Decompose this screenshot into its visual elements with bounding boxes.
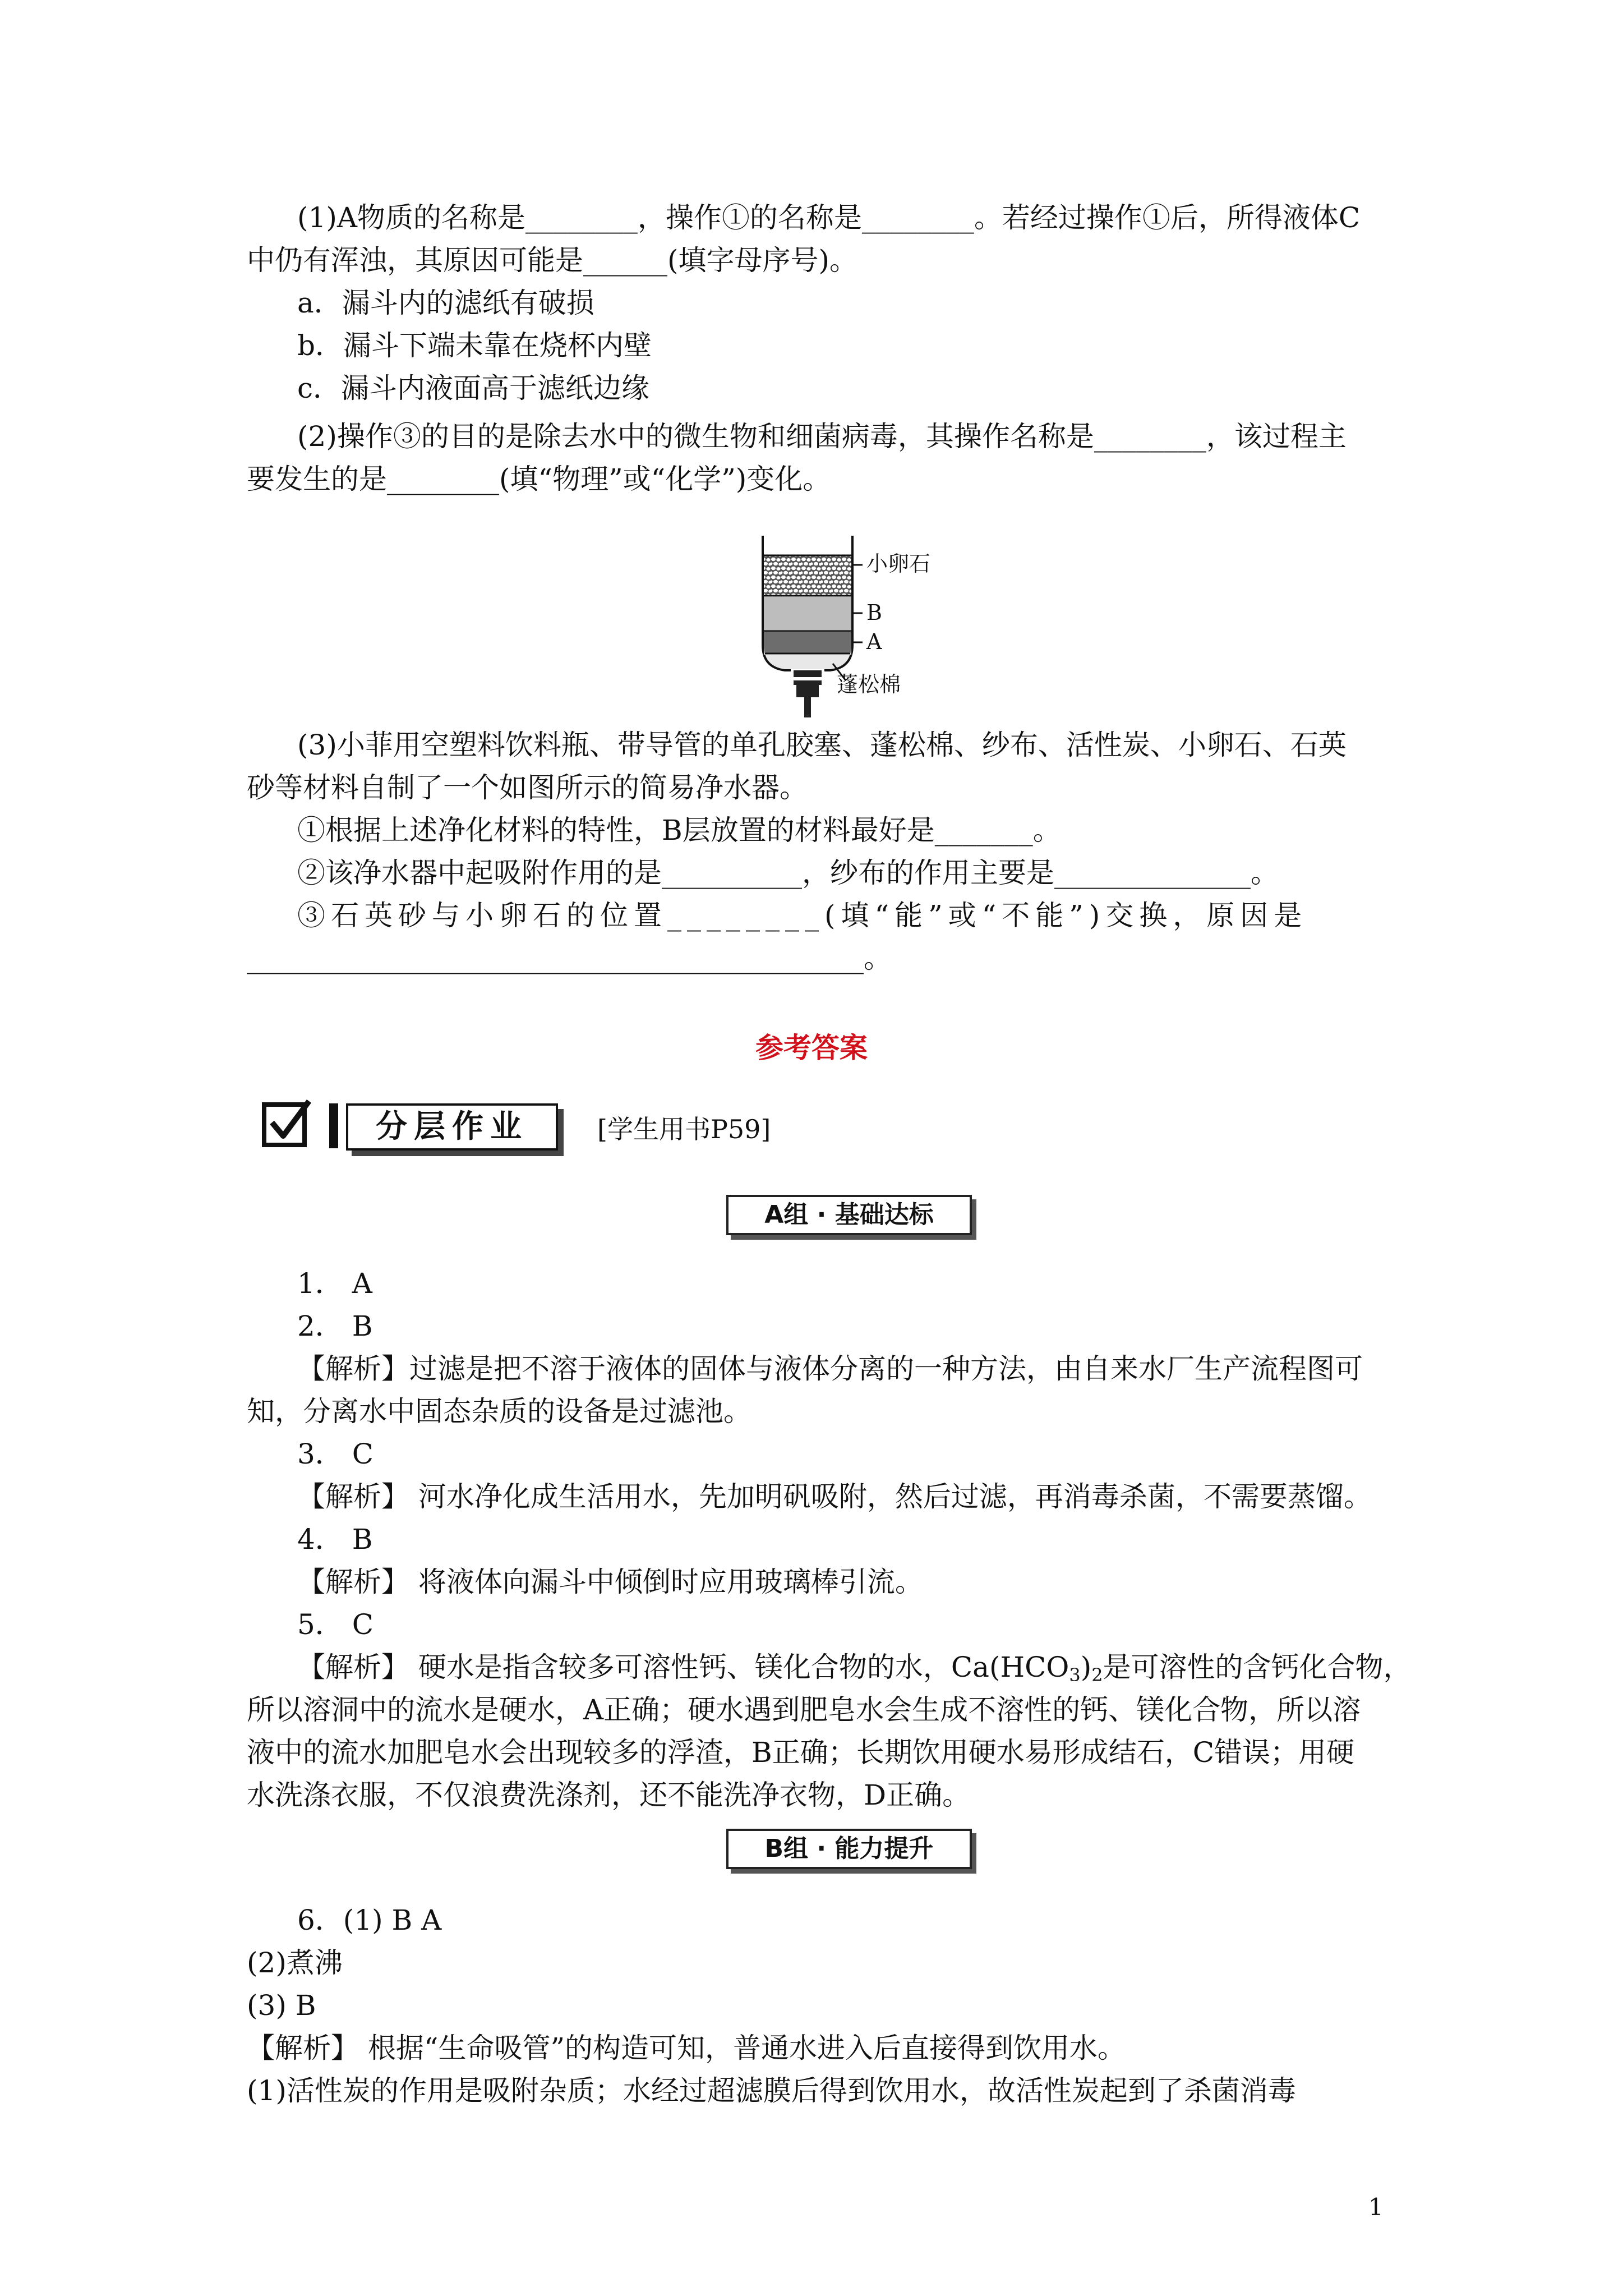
answer-5-exp-pre: 【解析】 硬水是指含较多可溶性钙、镁化合物的水，Ca(HCO <box>297 1651 1069 1683</box>
option-c: c．漏斗内液面高于滤纸边缘 <box>297 372 650 404</box>
answer-5: 5． C <box>297 1608 374 1641</box>
answer-3-explanation: 【解析】 河水净化成生活用水，先加明矾吸附，然后过滤，再消毒杀菌，不需要蒸馏。 <box>297 1480 1372 1513</box>
q3-sub2: ②该净水器中起吸附作用的是__________，纱布的作用主要是______________。 <box>297 857 1279 889</box>
answer-5-explanation-2: 所以溶洞中的流水是硬水，A正确；硬水遇到肥皂水会生成不溶性的钙、镁化合物，所以溶 <box>247 1694 1361 1726</box>
water-purifier-figure <box>740 530 965 721</box>
page-number: 1 <box>1368 2193 1384 2221</box>
answer-5-exp-post: 是可溶性的含钙化合物， <box>1103 1651 1412 1683</box>
answer-4: 4． B <box>297 1523 373 1556</box>
answer-2: 2． B <box>297 1310 373 1342</box>
answer-6-explanation-2: (1)活性炭的作用是吸附杂质；水经过超滤膜后得到饮用水，故活性炭起到了杀菌消毒 <box>247 2074 1296 2107</box>
option-a: a．漏斗内的滤纸有破损 <box>297 287 594 319</box>
answer-5-exp-mid: ) <box>1080 1651 1092 1683</box>
header-bar <box>329 1103 338 1148</box>
q3-line2: 砂等材料自制了一个如图所示的简易净水器。 <box>247 771 808 804</box>
header-reference: [学生用书P59] <box>597 1114 771 1144</box>
answer-title: 参考答案 <box>755 1031 868 1064</box>
q3-sub1: ①根据上述净化材料的特性，B层放置的材料最好是_______。 <box>297 814 1061 846</box>
answer-2-explanation-1: 【解析】过滤是把不溶于液体的固体与液体分离的一种方法，由自来水厂生产流程图可 <box>297 1352 1363 1385</box>
answer-5-explanation-3: 液中的流水加肥皂水会出现较多的浮渣，B正确；长期饮用硬水易形成结石，C错误；用硬 <box>247 1736 1354 1769</box>
q3-line1: (3)小菲用空塑料饮料瓶、带导管的单孔胶塞、蓬松棉、纱布、活性炭、小卵石、石英 <box>297 729 1347 761</box>
option-b: b．漏斗下端未靠在烧杯内壁 <box>297 329 652 362</box>
group-a-banner: A组 · 基础达标 <box>726 1195 972 1235</box>
answer-6-2: (2)煮沸 <box>247 1947 343 1979</box>
label-pebbles: 小卵石 <box>866 551 931 576</box>
answer-6-explanation: 【解析】 根据“生命吸管”的构造可知，普通水进入后直接得到饮用水。 <box>247 2032 1126 2064</box>
subscript-3: 3 <box>1069 1664 1081 1686</box>
subscript-2: 2 <box>1091 1664 1103 1686</box>
group-b-banner: B组 · 能力提升 <box>726 1829 972 1869</box>
answer-4-explanation: 【解析】 将液体向漏斗中倾倒时应用玻璃棒引流。 <box>297 1566 923 1598</box>
answer-1: 1． A <box>297 1267 372 1300</box>
answer-2-explanation-2: 知，分离水中固态杂质的设备是过滤池。 <box>247 1395 751 1428</box>
checkbox-icon <box>261 1097 315 1151</box>
q2-line2: 要发生的是________(填“物理”或“化学”)变化。 <box>247 463 831 495</box>
q3-sub3: ③石英砂与小卵石的位置________(填“能”或“不能”)交换，原因是 <box>297 899 1308 932</box>
q1-line2: 中仍有浑浊，其原因可能是______(填字母序号)。 <box>247 244 858 277</box>
header-label: 分层作业 <box>346 1103 558 1151</box>
label-layer-b: B <box>866 600 882 625</box>
label-layer-a: A <box>866 629 882 654</box>
label-cotton: 蓬松棉 <box>837 672 901 697</box>
answer-3: 3． C <box>297 1438 374 1470</box>
q2-line1: (2)操作③的目的是除去水中的微生物和细菌病毒，其操作名称是________，该过程主 <box>297 420 1347 453</box>
q3-sub3-line2: ____________________________________________。 <box>247 942 892 974</box>
homework-header <box>261 1097 934 1164</box>
answer-6-3: (3) B <box>247 1989 316 2022</box>
answer-5-explanation-4: 水洗涤衣服，不仅浪费洗涤剂，还不能洗净衣物，D正确。 <box>247 1779 971 1811</box>
answer-6-1: 6．(1) B A <box>297 1904 442 1936</box>
q1-line1: (1)A物质的名称是________，操作①的名称是________。若经过操作①后，所得液体C <box>297 201 1361 234</box>
